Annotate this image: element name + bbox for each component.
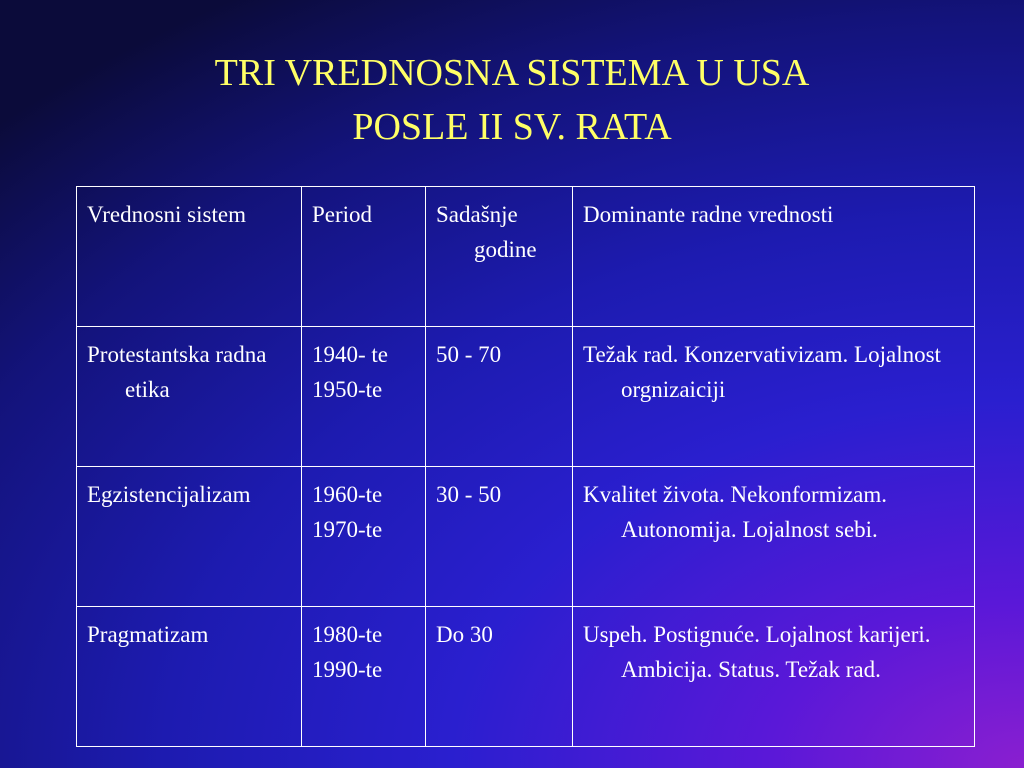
period-cell xyxy=(302,327,426,467)
value-systems-table xyxy=(76,186,975,747)
header-cell: Dominante radne vrednosti xyxy=(573,187,975,327)
header-cell: Vrednosni sistem xyxy=(77,187,302,327)
age-cell: 30 - 50 xyxy=(426,467,573,607)
system-cell: Protestantska radna etika xyxy=(77,327,302,467)
table-row xyxy=(77,327,975,467)
period-start: 1940- te xyxy=(312,342,389,367)
system-cell: Pragmatizam xyxy=(77,607,302,747)
period-end: 1970-te xyxy=(312,517,383,542)
age-cell: 50 - 70 xyxy=(426,327,573,467)
header-cell: Sadašnje godine xyxy=(426,187,573,327)
period-start: 1960-te xyxy=(312,482,383,507)
age-cell: Do 30 xyxy=(426,607,573,747)
table-row xyxy=(77,467,975,607)
period-end: 1950-te xyxy=(312,377,383,402)
title-line-2: POSLE II SV. RATA xyxy=(352,106,672,148)
system-cell: Egzistencijalizam xyxy=(77,467,302,607)
period-start: 1980-te xyxy=(312,622,383,647)
title-line-1: TRI VREDNOSNA SISTEMA U USA xyxy=(214,52,810,94)
period-cell xyxy=(302,467,426,607)
values-cell: Težak rad. Konzervativizam. Lojalnost orgnizaiciji xyxy=(573,327,975,467)
values-cell: Kvalitet života. Nekonformizam. Autonomija. Lojalnost sebi. xyxy=(573,467,975,607)
values-cell: Uspeh. Postignuće. Lojalnost karijeri. Ambicija. Status. Težak rad. xyxy=(573,607,975,747)
table-header-row xyxy=(77,187,975,327)
slide-title xyxy=(0,46,1024,154)
header-cell: Period xyxy=(302,187,426,327)
table-row xyxy=(77,607,975,747)
period-cell xyxy=(302,607,426,747)
period-end: 1990-te xyxy=(312,657,383,682)
